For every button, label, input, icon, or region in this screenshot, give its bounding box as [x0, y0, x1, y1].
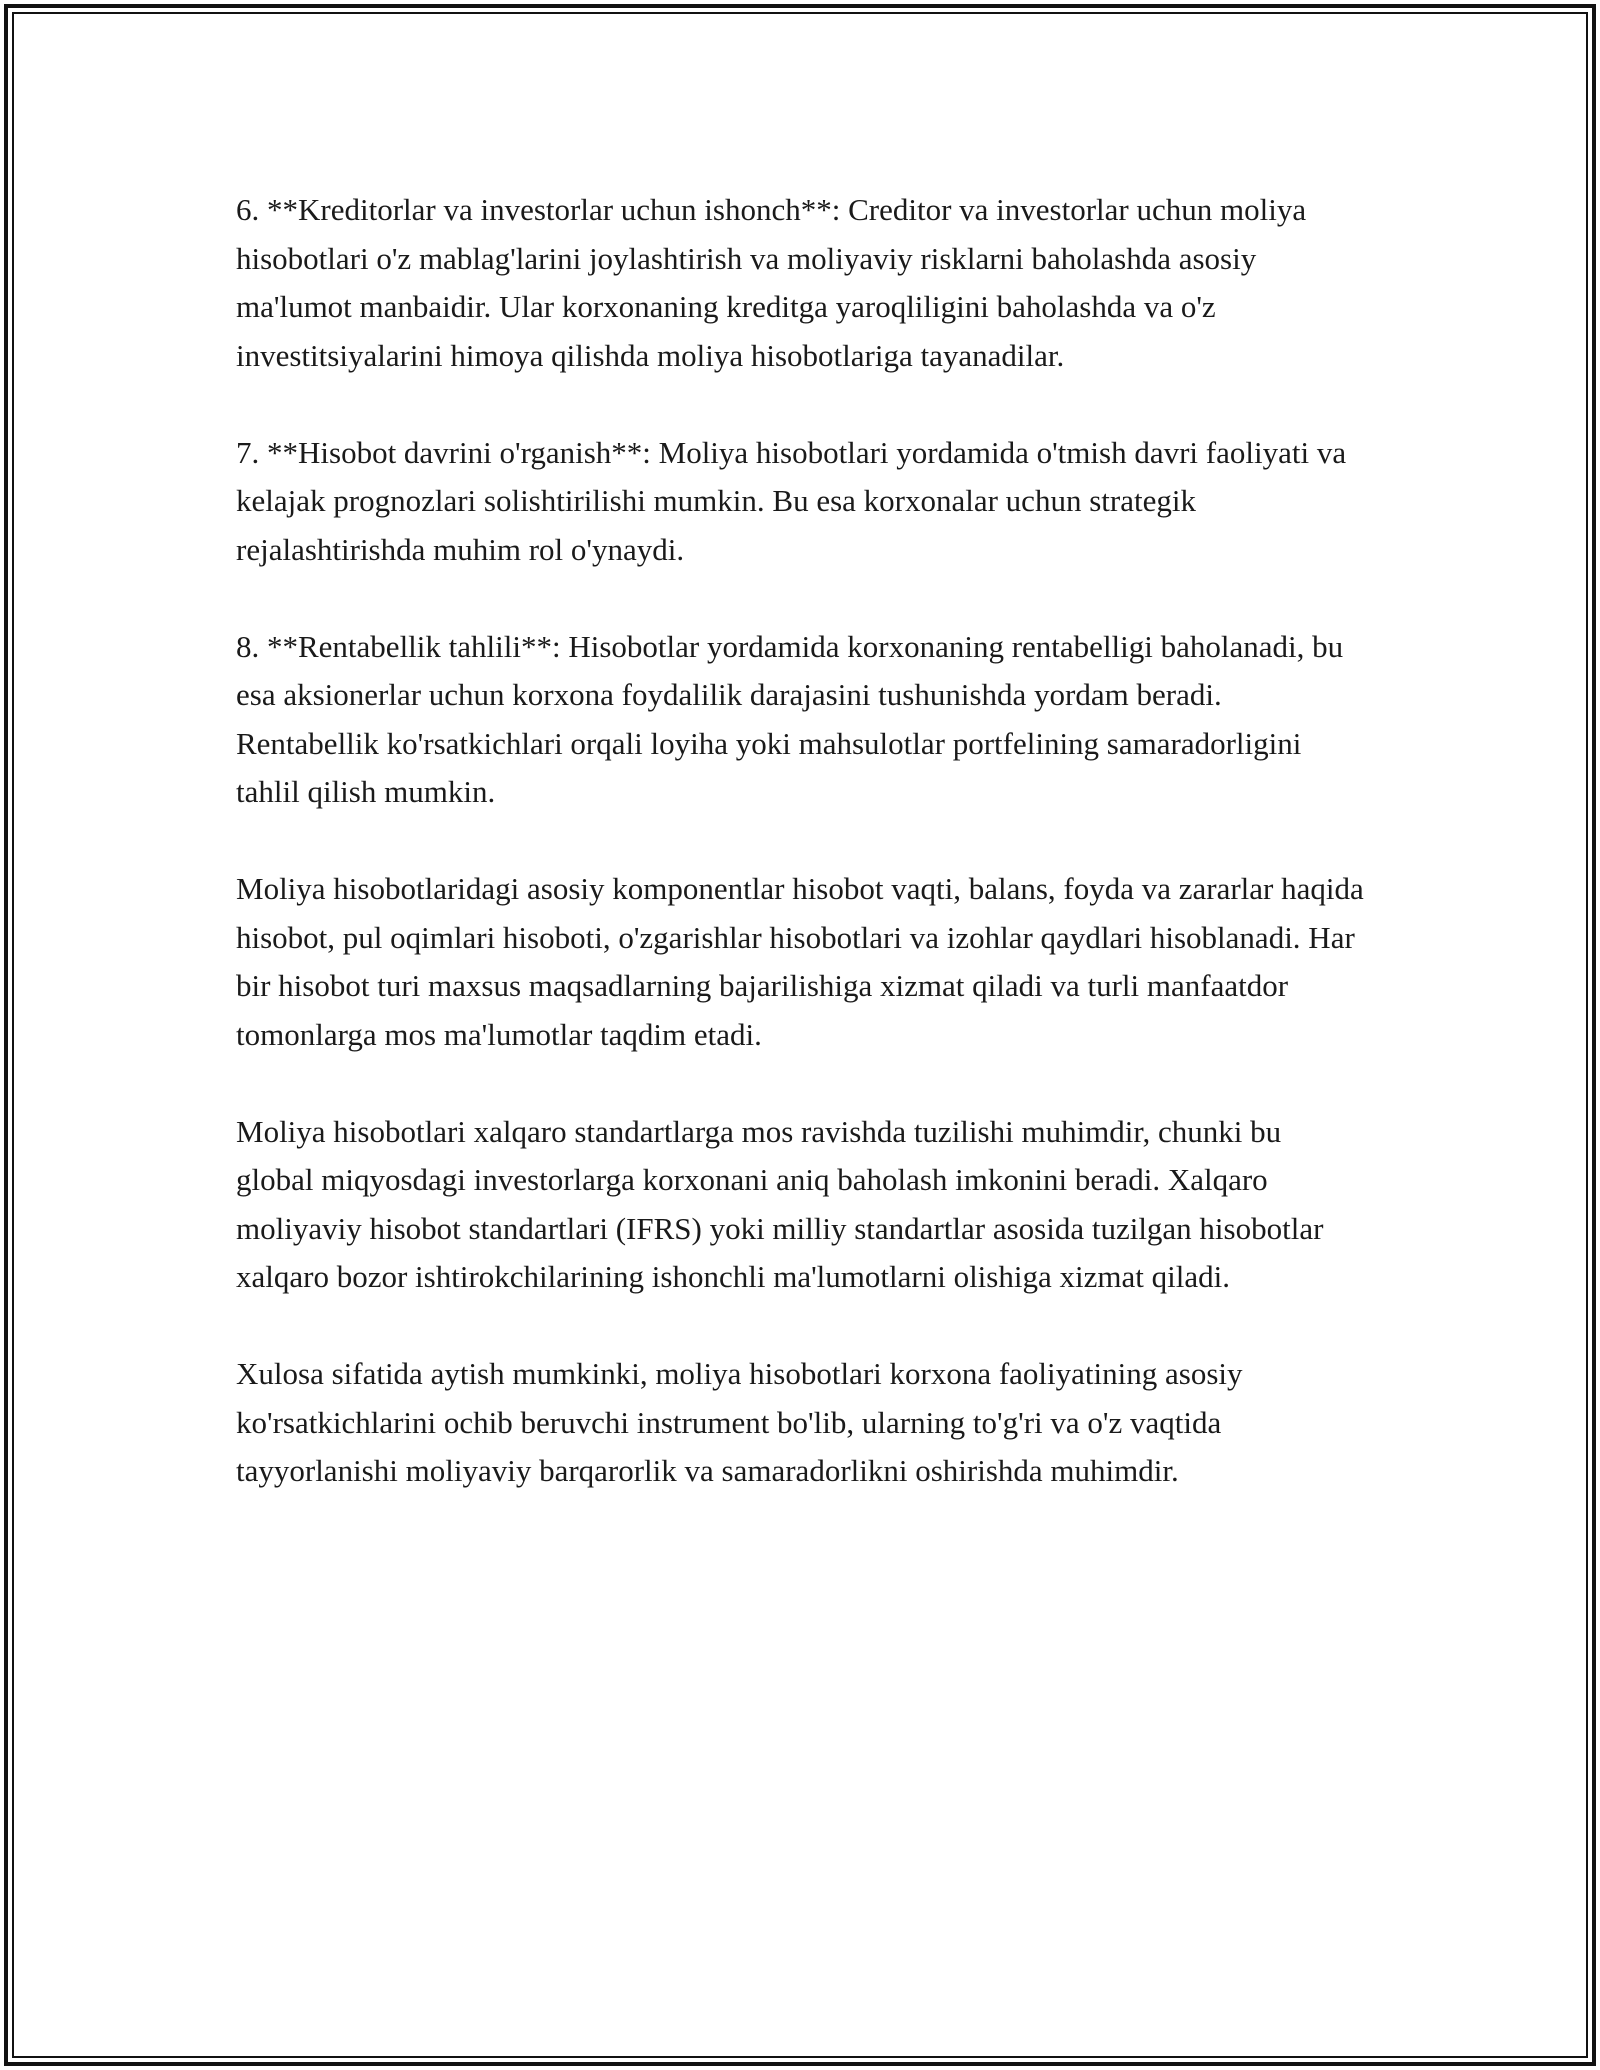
paragraph-creditors-trust: 6. **Kreditorlar va investorlar uchun ishonch**: Creditor va investorlar uchun moliya hisobotlari o'z mablag'larini joylashtirish va moliyaviy risklarni baholashda asosiy ma'lumot manbaidir. Ular korxonaning kreditga yaroqliligini baholashda va o'z investitsiyalarini himoya qilishda moliya hisobotlariga tayanadilar.	[236, 192, 1307, 373]
paragraph-conclusion: Xulosa sifatida aytish mumkinki, moliya hisobotlari korxona faoliyatining asosiy ko'rsatkichlarini ochib beruvchi instrument bo'lib, ularning to'g'ri va o'z vaqtida tayyorlanishi moliyaviy barqarorlik va samaradorlikni oshirishda muhimdir.	[236, 1356, 1243, 1488]
paragraph-profitability-analysis: 8. **Rentabellik tahlili**: Hisobotlar yordamida korxonaning rentabelligi baholanadi, bu esa aksionerlar uchun korxona foydalilik darajasini tushunishda yordam beradi. Rentabellik ko'rsatkichlari orqali loyiha yoki mahsulotlar portfelining samaradorligini tahlil qilish mumkin.	[236, 628, 1344, 809]
paragraph-international-standards: Moliya hisobotlari xalqaro standartlarga mos ravishda tuzilishi muhimdir, chunki bu global miqyosdagi investorlarga korxonani aniq baholash imkonini beradi. Xalqaro moliyaviy hisobot standartlari (IFRS) yoki milliy standartlar asosida tuzilgan hisobotlar xalqaro bozor ishtirokchilarining ishonchli ma'lumotlarni olishiga xizmat qiladi.	[236, 1113, 1324, 1294]
paragraph-main-components: Moliya hisobotlaridagi asosiy komponentlar hisobot vaqti, balans, foyda va zararlar haqida hisobot, pul oqimlari hisoboti, o'zgarishlar hisobotlari va izohlar qaydlari hisoblanadi. Har bir hisobot turi maxsus maqsadlarning bajarilishiga xizmat qiladi va turli manfaatdor tomonlarga mos ma'lumotlar taqdim etadi.	[236, 871, 1364, 1052]
paragraph-reporting-period: 7. **Hisobot davrini o'rganish**: Moliya hisobotlari yordamida o'tmish davri faoliyati va kelajak prognozlari solishtirilishi mumkin. Bu esa korxonalar uchun strategik rejalashtirishda muhim rol o'ynaydi.	[236, 434, 1347, 567]
document-body	[236, 186, 1366, 1544]
